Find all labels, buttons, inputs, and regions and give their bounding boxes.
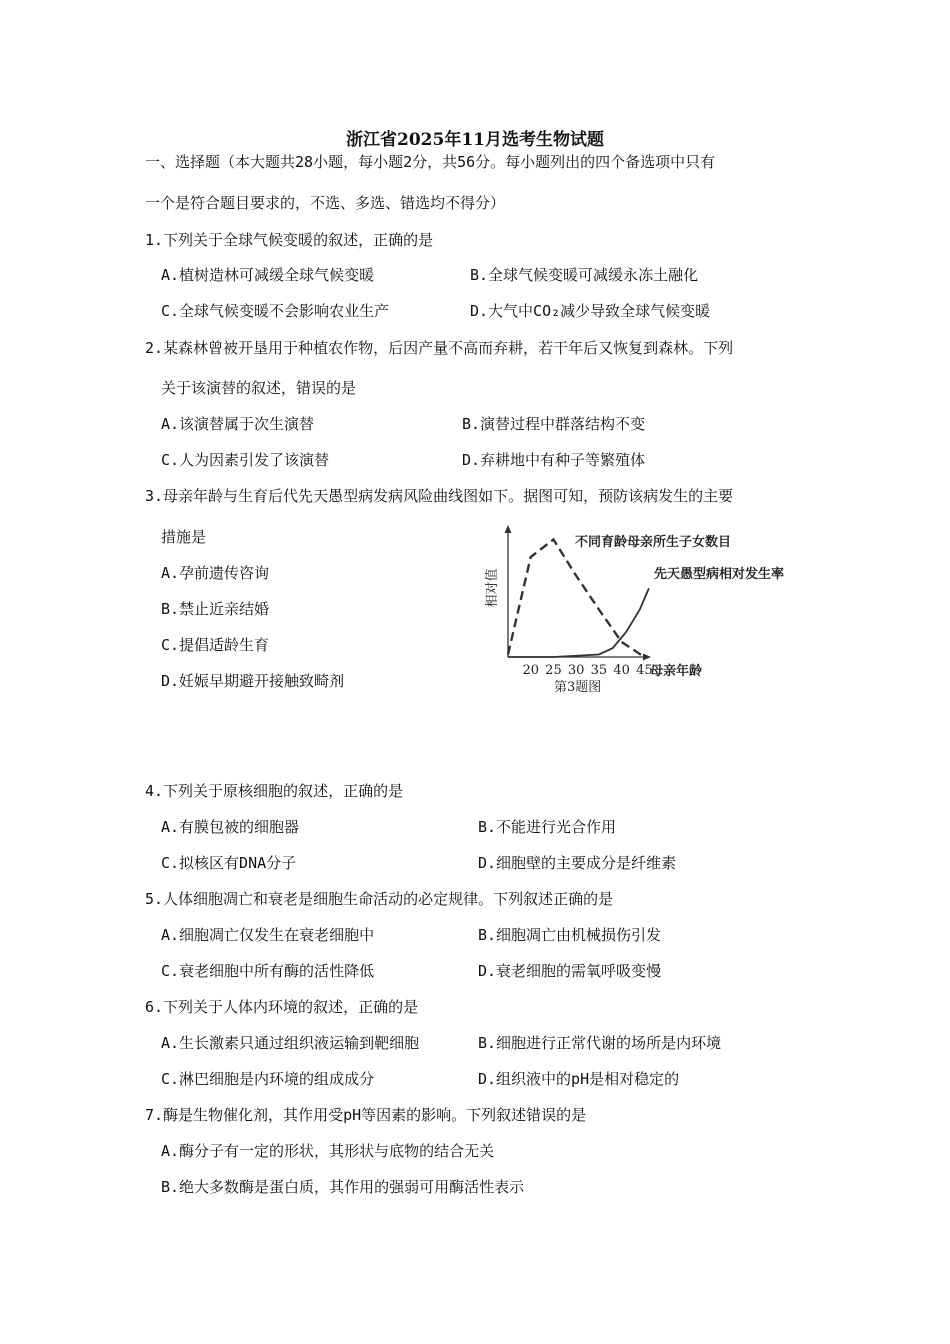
q3-option-c: C.提倡适龄生育 <box>161 636 270 654</box>
x-tick-labels <box>522 663 652 678</box>
question-7-stem: 7.酶是生物催化剂，其作用受pH等因素的影响。下列叙述错误的是 <box>145 1106 587 1124</box>
x-tick-label: 35 <box>590 663 608 678</box>
q5-option-c: C.衰老细胞中所有酶的活性降低 <box>161 962 375 980</box>
q4-option-a: A.有膜包被的细胞器 <box>161 818 300 836</box>
q4-option-c: C.拟核区有DNA分子 <box>161 854 297 872</box>
question-6-stem: 6.下列关于人体内环境的叙述，正确的是 <box>145 998 419 1016</box>
q6-option-b: B.细胞进行正常代谢的场所是内环境 <box>478 1034 722 1052</box>
x-tick-label: 45 <box>636 663 653 678</box>
question-4-stem: 4.下列关于原核细胞的叙述，正确的是 <box>145 782 404 800</box>
q1-option-b: B.全球气候变暖可减缓永冻土融化 <box>470 266 699 284</box>
q5-option-a: A.细胞凋亡仅发生在衰老细胞中 <box>161 926 375 944</box>
q2-option-a: A.该演替属于次生演替 <box>161 415 315 433</box>
x-axis-arrow <box>643 654 651 661</box>
page-title: 浙江省2025年11月选考生物试题 <box>346 130 604 150</box>
question-1-stem: 1.下列关于全球气候变暖的叙述，正确的是 <box>145 231 434 249</box>
section-header-line2: 一个是符合题目要求的，不选、多选、错选均不得分） <box>145 194 506 212</box>
q1-option-d: D.大气中CO₂减少导致全球气候变暖 <box>470 302 711 320</box>
q5-option-d: D.衰老细胞的需氧呼吸变慢 <box>478 962 662 980</box>
question-3-stem-cont: 措施是 <box>161 528 207 546</box>
x-tick-label: 20 <box>522 663 540 678</box>
question-2-stem-cont: 关于该演替的叙述，错误的是 <box>161 379 357 397</box>
q7-option-b: B.绝大多数酶是蛋白质，其作用的强弱可用酶活性表示 <box>161 1178 525 1196</box>
x-tick-label: 40 <box>613 663 630 678</box>
q2-option-c: C.人为因素引发了该演替 <box>161 451 330 469</box>
y-axis-arrow <box>505 525 512 533</box>
q4-option-b: B.不能进行光合作用 <box>478 818 617 836</box>
q3-option-a: A.孕前遗传咨询 <box>161 564 270 582</box>
question-3-stem: 3.母亲年龄与生育后代先天愚型病发病风险曲线图如下。据图可知，预防该病发生的主要 <box>145 487 734 505</box>
question-5-stem: 5.人体细胞凋亡和衰老是细胞生命活动的必定规律。下列叙述正确的是 <box>145 890 614 908</box>
q2-option-b: B.演替过程中群落结构不变 <box>462 415 646 433</box>
q5-option-b: B.细胞凋亡由机械损伤引发 <box>478 926 662 944</box>
q1-option-c: C.全球气候变暖不会影响农业生产 <box>161 302 390 320</box>
q1-option-a: A.植树造林可减缓全球气候变暖 <box>161 266 375 284</box>
q7-option-a: A.酶分子有一定的形状，其形状与底物的结合无关 <box>161 1142 495 1160</box>
series-label-1: 不同育龄母亲所生子女数目 <box>575 535 732 550</box>
figure-caption: 第3题图 <box>554 680 602 695</box>
q3-option-b: B.禁止近亲结婚 <box>161 600 270 618</box>
series-label-2: 先天愚型病相对发生率 <box>654 567 785 582</box>
q6-option-c: C.淋巴细胞是内环境的组成成分 <box>161 1070 375 1088</box>
x-axis-label: 母亲年龄 <box>650 664 703 679</box>
q2-option-d: D.弃耕地中有种子等繁殖体 <box>462 451 646 469</box>
section-header-line1: 一、选择题（本大题共28小题，每小题2分，共56分。每小题列出的四个备选项中只有 <box>145 153 716 171</box>
y-axis-label: 相对值 <box>485 568 500 608</box>
q3-figure-chart <box>480 522 820 697</box>
q6-option-a: A.生长激素只通过组织液运输到靶细胞 <box>161 1034 420 1052</box>
question-2-stem: 2.某森林曾被开垦用于种植农作物，后因产量不高而弃耕，若干年后又恢复到森林。下列 <box>145 339 734 357</box>
series-line-1 <box>508 540 644 658</box>
x-tick-label: 30 <box>567 663 585 678</box>
x-tick-label: 25 <box>545 663 562 678</box>
q3-option-d: D.妊娠早期避开接触致畸剂 <box>161 672 345 690</box>
q4-option-d: D.细胞壁的主要成分是纤维素 <box>478 854 677 872</box>
q6-option-d: D.组织液中的pH是相对稳定的 <box>478 1070 680 1088</box>
